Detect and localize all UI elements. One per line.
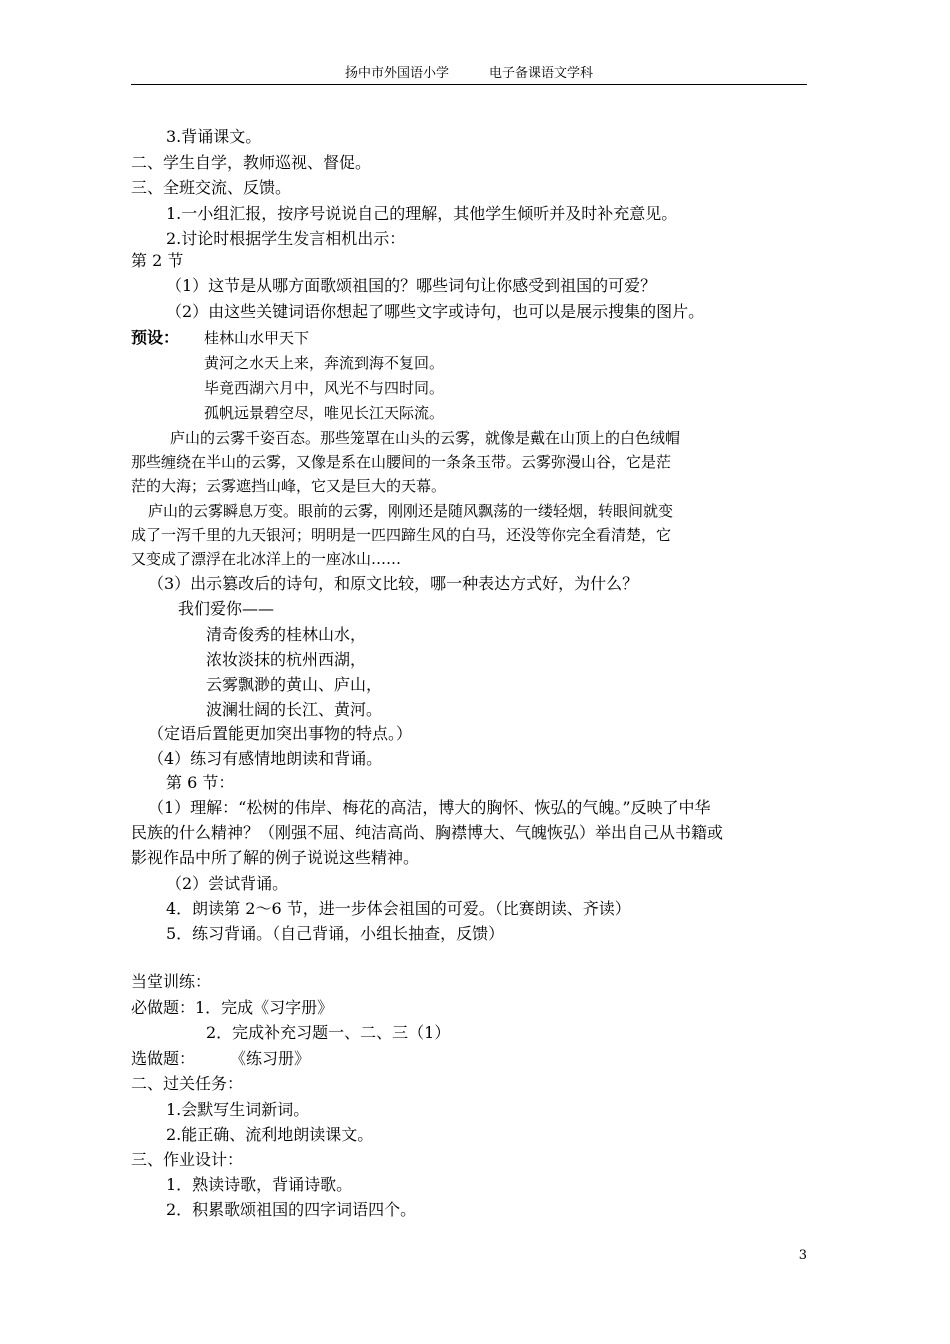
poem-line: 黄河之水天上来，奔流到海不复回。 (204, 354, 445, 372)
header-rule (131, 84, 807, 85)
text-line: （定语后置能更加突出事物的特点。） (148, 724, 413, 743)
text-line: 2．积累歌颂祖国的四字词语四个。 (166, 1200, 417, 1219)
text-line: 3.背诵课文。 (166, 127, 262, 146)
verse-line: 清奇俊秀的桂林山水， (206, 625, 367, 644)
page-number: 3 (798, 1248, 807, 1263)
section-label: 第 2 节 (131, 251, 184, 270)
poem-line: 桂林山水甲天下 (204, 329, 310, 347)
text-line: 2．完成补充习题一、二、三（1） (206, 1023, 451, 1042)
text-line: 1.一小组汇报，按序号说说自己的理解，其他学生倾听并及时补充意见。 (166, 204, 678, 223)
text-line: 《练习册》 (230, 1049, 311, 1068)
text-line: 2.能正确、流利地朗读课文。 (166, 1125, 374, 1144)
verse-line: 波澜壮阔的长江、黄河。 (206, 700, 383, 719)
text-line: 影视作品中所了解的例子说说这些精神。 (131, 848, 420, 867)
section-label: 第 6 节： (166, 773, 235, 792)
text-line: 5．练习背诵。（自己背诵，小组长抽查，反馈） (166, 924, 505, 943)
text-line: （1）理解：“松树的伟岸、梅花的高洁，博大的胸怀、恢弘的气魄。”反映了中华 (148, 798, 711, 817)
text-line: 三、全班交流、反馈。 (131, 178, 292, 197)
prose-line: 那些缠绕在半山的云雾，又像是系在山腰间的一条条玉带。云雾弥漫山谷，它是茫 (131, 453, 672, 471)
text-line: 1．熟读诗歌，背诵诗歌。 (166, 1175, 353, 1194)
preset-label: 预设： (131, 328, 180, 347)
text-line: 我们爱你—— (178, 599, 275, 618)
text-line: 二、学生自学，教师巡视、督促。 (131, 153, 372, 172)
text-line: 民族的什么精神？（刚强不屈、纯洁高尚、胸襟博大、气魄恢弘）举出自己从书籍或 (131, 823, 724, 842)
text-line: （2）尝试背诵。 (166, 874, 289, 893)
prose-line: 茫的大海；云雾遮挡山峰，它又是巨大的天幕。 (131, 477, 447, 495)
text-line: （4）练习有感情地朗读和背诵。 (148, 749, 383, 768)
poem-line: 孤帆远景碧空尽，唯见长江天际流。 (204, 404, 445, 422)
prose-line: 又变成了漂浮在北冰洋上的一座冰山…… (131, 550, 402, 568)
text-line: 必做题：1．完成《习字册》 (131, 998, 334, 1017)
text-line: 4．朗读第 2～6 节，进一步体会祖国的可爱。（比赛朗读、齐读） (166, 899, 631, 918)
text-line: 2.讨论时根据学生发言相机出示： (166, 229, 406, 248)
text-line: （1）这节是从哪方面歌颂祖国的？哪些词句让你感受到祖国的可爱？ (166, 276, 657, 295)
verse-line: 浓妆淡抹的杭州西湖， (206, 650, 367, 669)
verse-line: 云雾飘渺的黄山、庐山， (206, 675, 383, 694)
text-line: 三、作业设计： (131, 1150, 244, 1169)
text-line: 二、过关任务： (131, 1074, 244, 1093)
header-school: 扬中市外国语小学 (344, 66, 449, 81)
prose-line: 庐山的云雾千姿百态。那些笼罩在山头的云雾，就像是戴在山顶上的白色绒帽 (170, 429, 681, 447)
text-line: （2）由这些关键词语你想起了哪些文字或诗句，也可以是展示搜集的图片。 (166, 302, 705, 321)
prose-line: 成了一泻千里的九天银河；明明是一匹四蹄生风的白马，还没等你完全看清楚，它 (131, 526, 672, 544)
poem-line: 毕竟西湖六月中，风光不与四时同。 (204, 379, 445, 397)
section-label: 当堂训练： (131, 972, 212, 991)
page-header (131, 66, 807, 82)
text-line: （3）出示篡改后的诗句，和原文比较，哪一种表达方式好，为什么？ (148, 574, 639, 593)
text-line: 1.会默写生词新词。 (166, 1100, 310, 1119)
prose-line: 庐山的云雾瞬息万变。眼前的云雾，刚刚还是随风飘荡的一缕轻烟，转眼间就变 (148, 502, 674, 520)
text-line: 选做题： (131, 1049, 196, 1068)
header-subject: 电子备课语文学科 (489, 66, 594, 81)
